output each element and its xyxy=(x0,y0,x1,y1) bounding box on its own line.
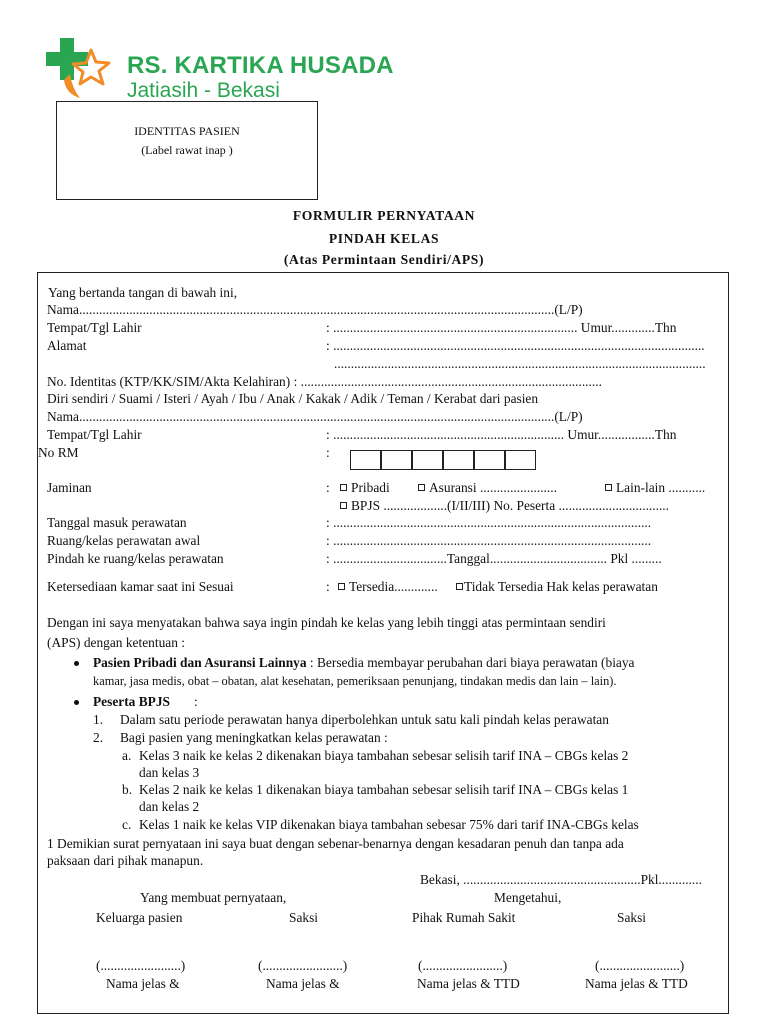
relationship-text: Diri sendiri / Suami / Isteri / Ayah / Ibu / Anak / Kakak / Adik / Teman / Kerabat dari pasien xyxy=(47,391,539,406)
option-label: BPJS ...................(I/II/III) No. Peserta ................................. xyxy=(351,498,670,513)
room-availability-colon: : xyxy=(326,579,330,594)
bpjs-heading-row xyxy=(93,694,170,710)
place-date-field[interactable]: Bekasi, .....................................................Pkl............. xyxy=(420,872,702,887)
private-patient-text: : Bersedia membayar perubahan dari biaya perawatan (biaya xyxy=(306,655,635,670)
patient-name-field[interactable]: Nama..............................................................................................................................................(L/P) xyxy=(47,302,583,317)
maker-label: Yang membuat pernyataan, xyxy=(140,890,287,905)
option-label: Pribadi xyxy=(351,480,390,495)
medical-record-label: No RM xyxy=(38,445,79,460)
closing-line1: 1 Demikian surat pernyataan ini saya buat dengan sebenar-benarnya dengan kesadaran penuh dan tanpa ada xyxy=(47,836,624,851)
room-availability-label: Ketersediaan kamar saat ini Sesuai xyxy=(47,579,234,594)
hospital-logo-icon xyxy=(46,36,114,102)
closing-line2: paksaan dari pihak manapun. xyxy=(47,853,204,868)
address-label: Alamat xyxy=(47,338,87,353)
rule-2-number: 2. xyxy=(93,730,104,745)
relative-name-field[interactable]: Nama..............................................................................................................................................(L/P) xyxy=(47,409,583,424)
bpjs-colon: : xyxy=(194,694,198,709)
hospital-label: Pihak Rumah Sakit xyxy=(412,910,516,925)
name-label-1: Nama jelas & xyxy=(106,976,180,991)
option-pribadi[interactable] xyxy=(340,480,390,496)
checkbox-icon[interactable] xyxy=(605,484,612,491)
option-label: Tidak Tersedia Hak kelas perawatan xyxy=(464,579,658,594)
checkbox-icon[interactable] xyxy=(456,583,463,590)
rm-digit-box[interactable] xyxy=(381,450,412,470)
option-label: Asuransi ....................... xyxy=(429,480,557,495)
rule-a-text: Kelas 3 naik ke kelas 2 dikenakan biaya tambahan sebesar selisih tarif INA – CBGs kelas 2 xyxy=(139,748,629,763)
statement-line1: Dengan ini saya menyatakan bahwa saya ingin pindah ke kelas yang lebih tinggi atas permintaan sendiri xyxy=(47,615,606,630)
patient-birth-label: Tempat/Tgl Lahir xyxy=(47,320,142,335)
form-subtitle-aps: (Atas Permintaan Sendiri/APS) xyxy=(283,252,485,267)
rule-b-text-line2: dan kelas 2 xyxy=(139,799,200,814)
rule-1-number: 1. xyxy=(93,712,104,727)
private-patient-rule xyxy=(93,655,635,671)
rm-digit-box[interactable] xyxy=(474,450,505,470)
guarantee-colon: : xyxy=(326,480,330,495)
form-subtitle: PINDAH KELAS xyxy=(328,231,440,246)
initial-room-label: Ruang/kelas perawatan awal xyxy=(47,533,201,548)
hospital-location: Jatiasih - Bekasi xyxy=(127,79,280,102)
signature-blank-4[interactable]: (........................) xyxy=(595,958,685,973)
witness1-label: Saksi xyxy=(289,910,319,925)
rm-digit-box[interactable] xyxy=(505,450,536,470)
name-label-3: Nama jelas & TTD xyxy=(417,976,520,991)
identity-number-field[interactable]: No. Identitas (KTP/KK/SIM/Akta Kelahiran) : .......................................................................................... xyxy=(47,374,602,389)
private-patient-text-line2: kamar, jasa medis, obat – obatan, alat kesehatan, pemeriksaan penunjang, tindakan medis dan lain – lain). xyxy=(93,674,617,688)
rm-digit-box[interactable] xyxy=(412,450,443,470)
private-patient-heading: Pasien Pribadi dan Asuransi Lainnya xyxy=(93,655,307,670)
option-label: Tersedia............. xyxy=(349,579,438,594)
rule-a-text-line2: dan kelas 3 xyxy=(139,765,200,780)
name-label-4: Nama jelas & TTD xyxy=(585,976,688,991)
rule-b-text: Kelas 2 naik ke kelas 1 dikenakan biaya tambahan sebesar selisih tarif INA – CBGs kelas 1 xyxy=(139,782,629,797)
patient-identity-box xyxy=(56,101,318,200)
address-field-line2[interactable]: ............................................................................................................... xyxy=(334,356,706,371)
witness2-label: Saksi xyxy=(617,910,647,925)
checkbox-icon[interactable] xyxy=(418,484,425,491)
checkbox-icon[interactable] xyxy=(338,583,345,590)
option-label: Lain-lain ........... xyxy=(616,480,706,495)
new-room-field[interactable]: : ..................................Tanggal................................... Pkl ......... xyxy=(326,551,662,566)
new-room-label: Pindah ke ruang/kelas perawatan xyxy=(47,551,224,566)
family-label: Keluarga pasien xyxy=(96,910,183,925)
patient-birth-field[interactable]: : ......................................................................... Umur.............Thn xyxy=(326,320,677,335)
statement-line2: (APS) dengan ketentuan : xyxy=(47,635,185,650)
identity-label: IDENTITAS PASIEN xyxy=(134,124,240,138)
bullet-icon xyxy=(74,661,79,666)
signature-blank-1[interactable]: (........................) xyxy=(96,958,186,973)
relative-birth-label: Tempat/Tgl Lahir xyxy=(47,427,142,442)
rule-c-text: Kelas 1 naik ke kelas VIP dikenakan biaya tambahan sebesar 75% dari tarif INA-CBGs kelas xyxy=(139,817,639,832)
guarantee-label: Jaminan xyxy=(47,480,92,495)
form-title: FORMULIR PERNYATAAN xyxy=(292,208,476,223)
name-label-2: Nama jelas & xyxy=(266,976,340,991)
admission-date-field[interactable]: : ............................................................................................... xyxy=(326,515,652,530)
intro-text: Yang bertanda tangan di bawah ini, xyxy=(48,285,238,300)
address-field[interactable]: : ............................................................................................................... xyxy=(326,338,705,353)
identity-sublabel: (Label rawat inap ) xyxy=(141,143,233,157)
rule-1-text: Dalam satu periode perawatan hanya diperbolehkan untuk satu kali pindah kelas perawatan xyxy=(120,712,609,727)
initial-room-field[interactable]: : ............................................................................................... xyxy=(326,533,652,548)
checkbox-icon[interactable] xyxy=(340,484,347,491)
medical-record-colon: : xyxy=(326,445,330,460)
signature-blank-2[interactable]: (........................) xyxy=(258,958,348,973)
bullet-icon xyxy=(74,700,79,705)
admission-date-label: Tanggal masuk perawatan xyxy=(47,515,187,530)
option-tidak-tersedia[interactable] xyxy=(456,579,658,595)
signature-blank-3[interactable]: (........................) xyxy=(418,958,508,973)
rule-2-text: Bagi pasien yang meningkatkan kelas perawatan : xyxy=(120,730,388,745)
rule-a-letter: a. xyxy=(122,748,132,763)
checkbox-icon[interactable] xyxy=(340,502,347,509)
option-bpjs[interactable] xyxy=(340,498,669,514)
bpjs-heading: Peserta BPJS xyxy=(93,694,170,709)
option-asuransi[interactable] xyxy=(418,480,557,496)
option-lainlain[interactable] xyxy=(605,480,705,496)
rm-digit-box[interactable] xyxy=(443,450,474,470)
option-tersedia[interactable] xyxy=(338,579,438,595)
rule-b-letter: b. xyxy=(122,782,133,797)
rm-digit-box[interactable] xyxy=(350,450,381,470)
acknowledged-label: Mengetahui, xyxy=(494,890,562,905)
hospital-name: RS. KARTIKA HUSADA xyxy=(127,52,394,79)
rule-c-letter: c. xyxy=(122,817,132,832)
relative-birth-field[interactable]: : ..................................................................... Umur.................Thn xyxy=(326,427,677,442)
